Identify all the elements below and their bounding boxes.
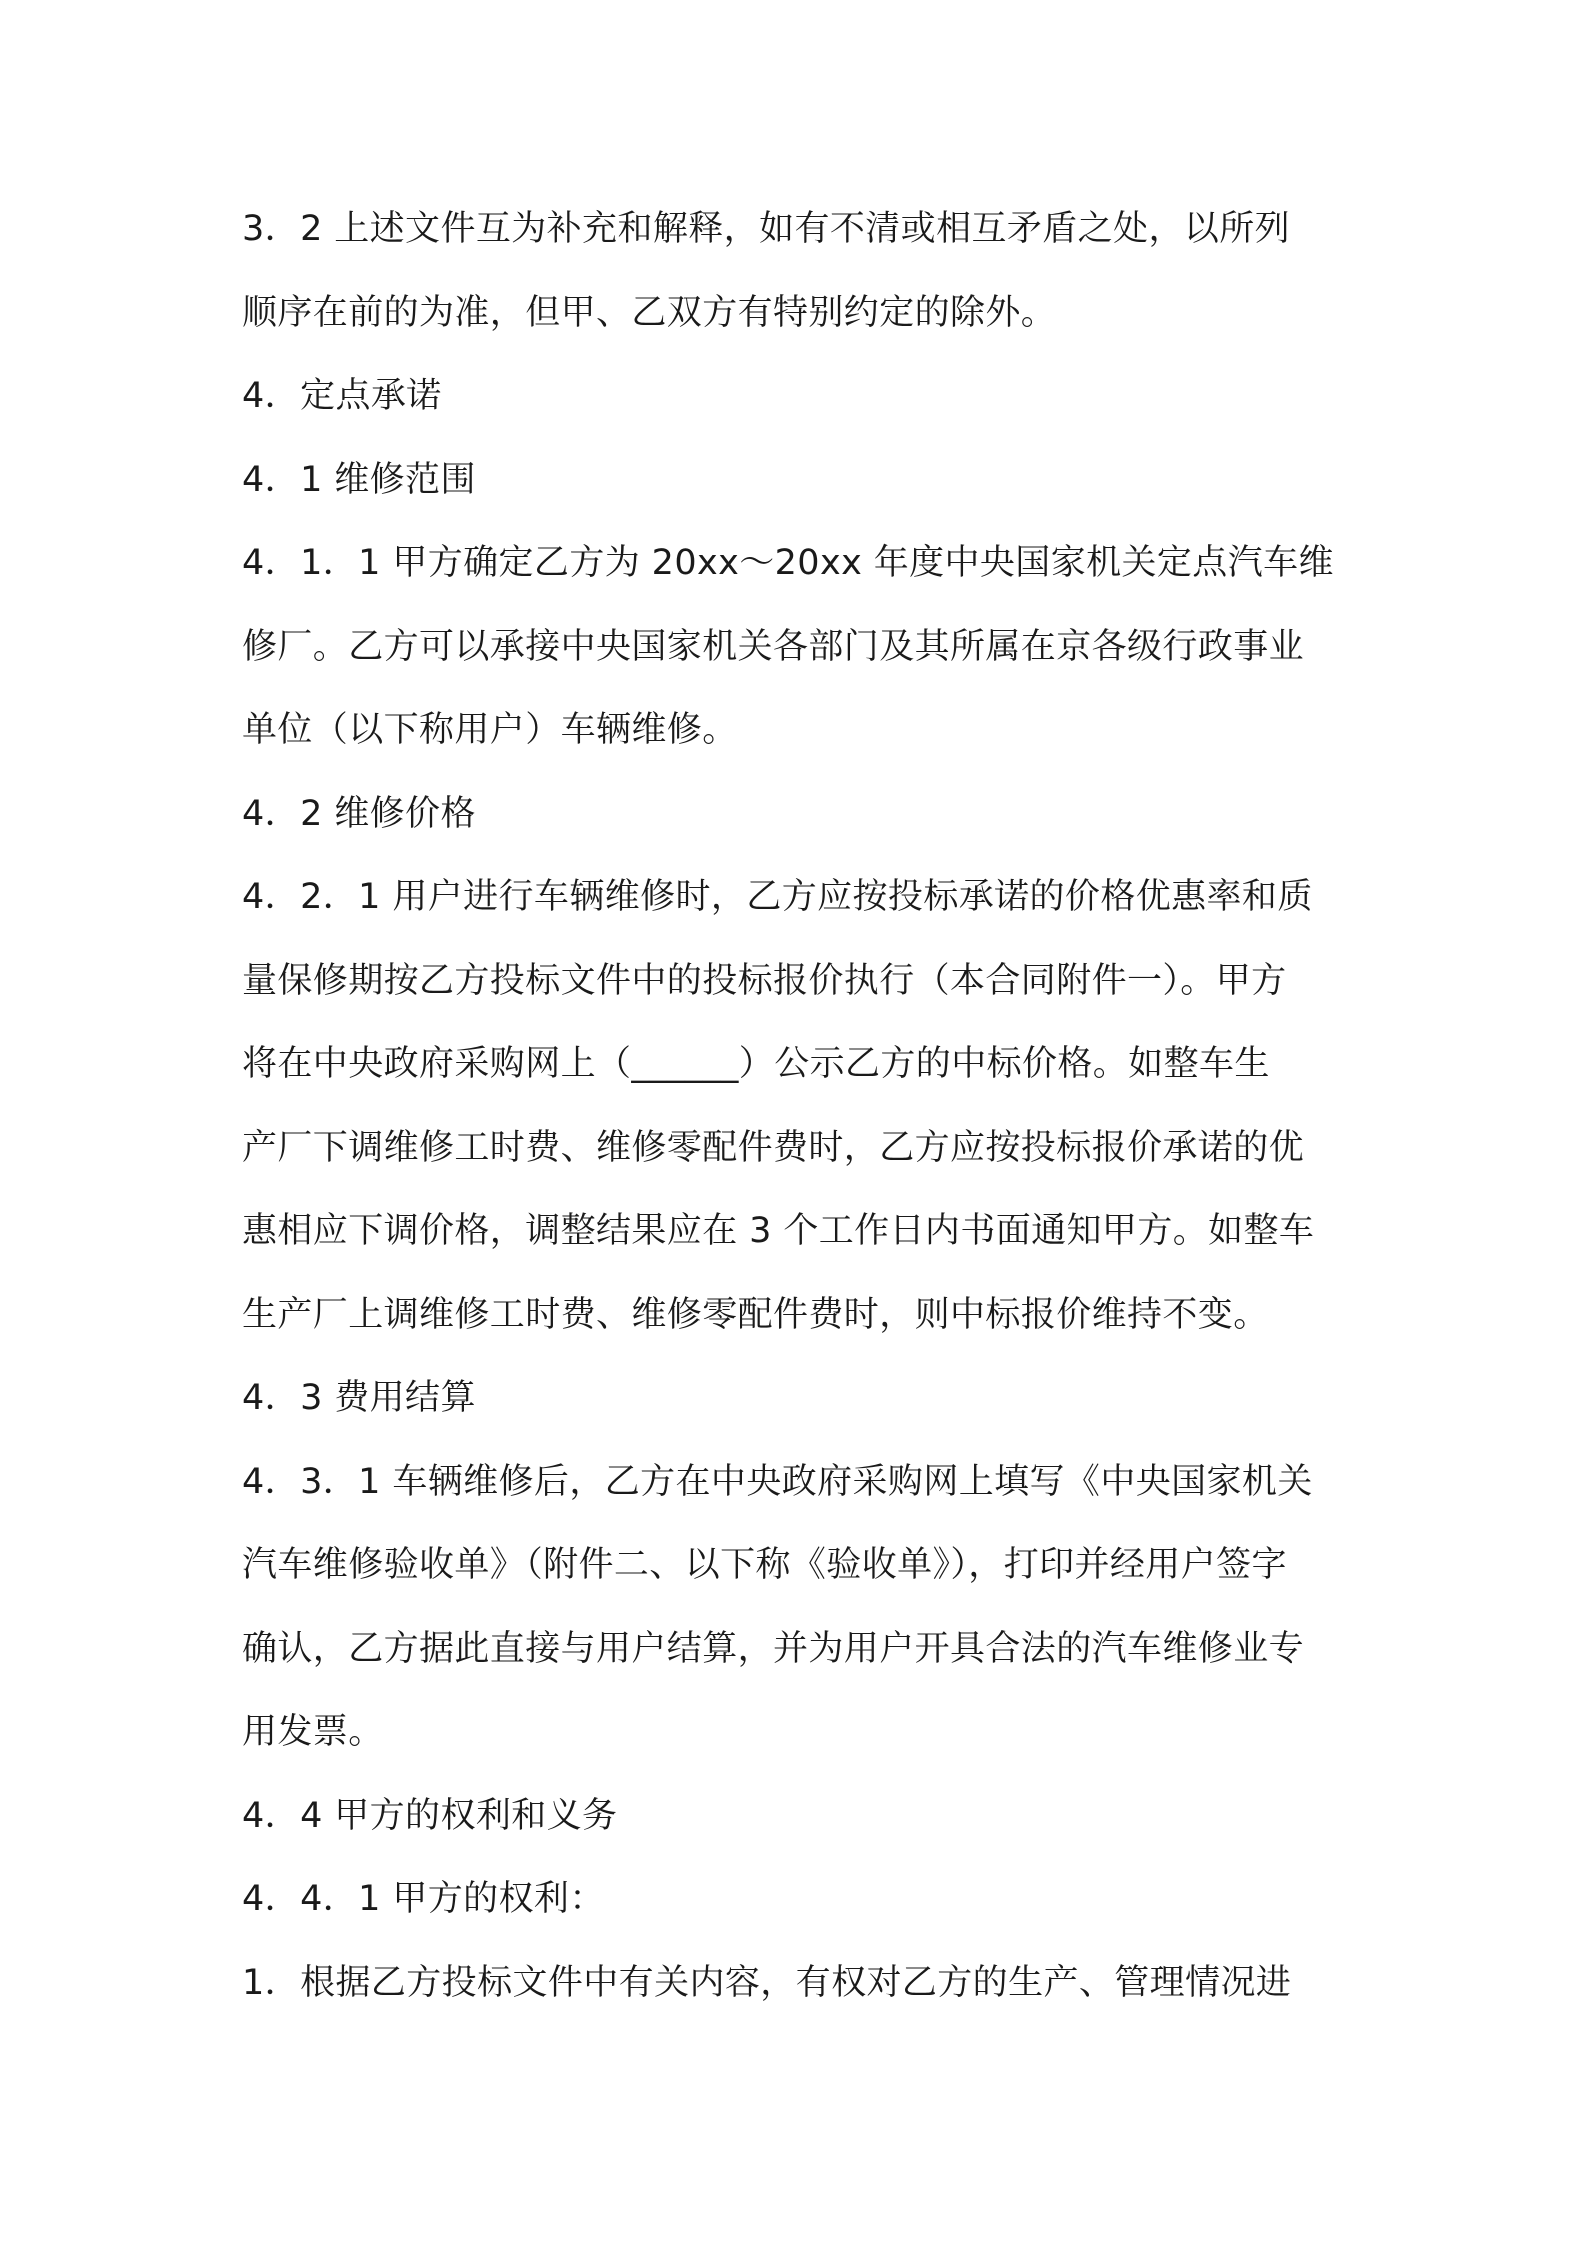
text-line-7: 单位（以下称用户）车辆维修。 — [242, 710, 738, 750]
text-line-22: 1．根据乙方投标文件中有关内容，有权对乙方的生产、管理情况进 — [242, 1962, 1292, 2003]
text-line-11: 将在中央政府采购网上（______）公示乙方的中标价格。如整车生 — [242, 1044, 1270, 1084]
text-line-2: 顺序在前的为准，但甲、乙双方有特别约定的除外。 — [242, 292, 1057, 333]
text-line-5: 4．1．1 甲方确定乙方为 20xx～20xx 年度中央国家机关定点汽车维 — [242, 543, 1334, 583]
subsection-heading-4-4-1: 4．4．1 甲方的权利： — [242, 1879, 605, 1919]
subsection-heading-4-4: 4．4 甲方的权利和义务 — [242, 1795, 618, 1836]
text-line-13: 惠相应下调价格，调整结果应在 3 个工作日内书面通知甲方。如整车 — [242, 1211, 1315, 1251]
subsection-heading-4-3: 4．3 费用结算 — [242, 1378, 476, 1418]
text-line-1: 3．2 上述文件互为补充和解释，如有不清或相互矛盾之处，以所列 — [242, 209, 1291, 249]
text-line-17: 汽车维修验收单》（附件二、以下称《验收单》），打印并经用户签字 — [242, 1545, 1287, 1585]
text-line-16: 4．3．1 车辆维修后，乙方在中央政府采购网上填写《中央国家机关 — [242, 1461, 1313, 1502]
text-line-19: 用发票。 — [242, 1712, 384, 1752]
section-heading-4: 4．定点承诺 — [242, 376, 442, 416]
subsection-heading-4-1: 4．1 维修范围 — [242, 459, 476, 500]
text-line-12: 产厂下调维修工时费、维修零配件费时，乙方应按投标报价承诺的优 — [242, 1127, 1305, 1168]
text-line-18: 确认，乙方据此直接与用户结算，并为用户开具合法的汽车维修业专 — [242, 1628, 1305, 1669]
text-line-6: 修厂。乙方可以承接中央国家机关各部门及其所属在京各级行政事业 — [242, 626, 1305, 667]
text-line-10: 量保修期按乙方投标文件中的投标报价执行（本合同附件一）。甲方 — [242, 960, 1287, 1001]
subsection-heading-4-2: 4．2 维修价格 — [242, 793, 476, 834]
text-line-14: 生产厂上调维修工时费、维修零配件费时，则中标报价维持不变。 — [242, 1294, 1269, 1335]
document-body — [242, 188, 1362, 2025]
text-line-9: 4．2．1 用户进行车辆维修时，乙方应按投标承诺的价格优惠率和质 — [242, 877, 1313, 917]
